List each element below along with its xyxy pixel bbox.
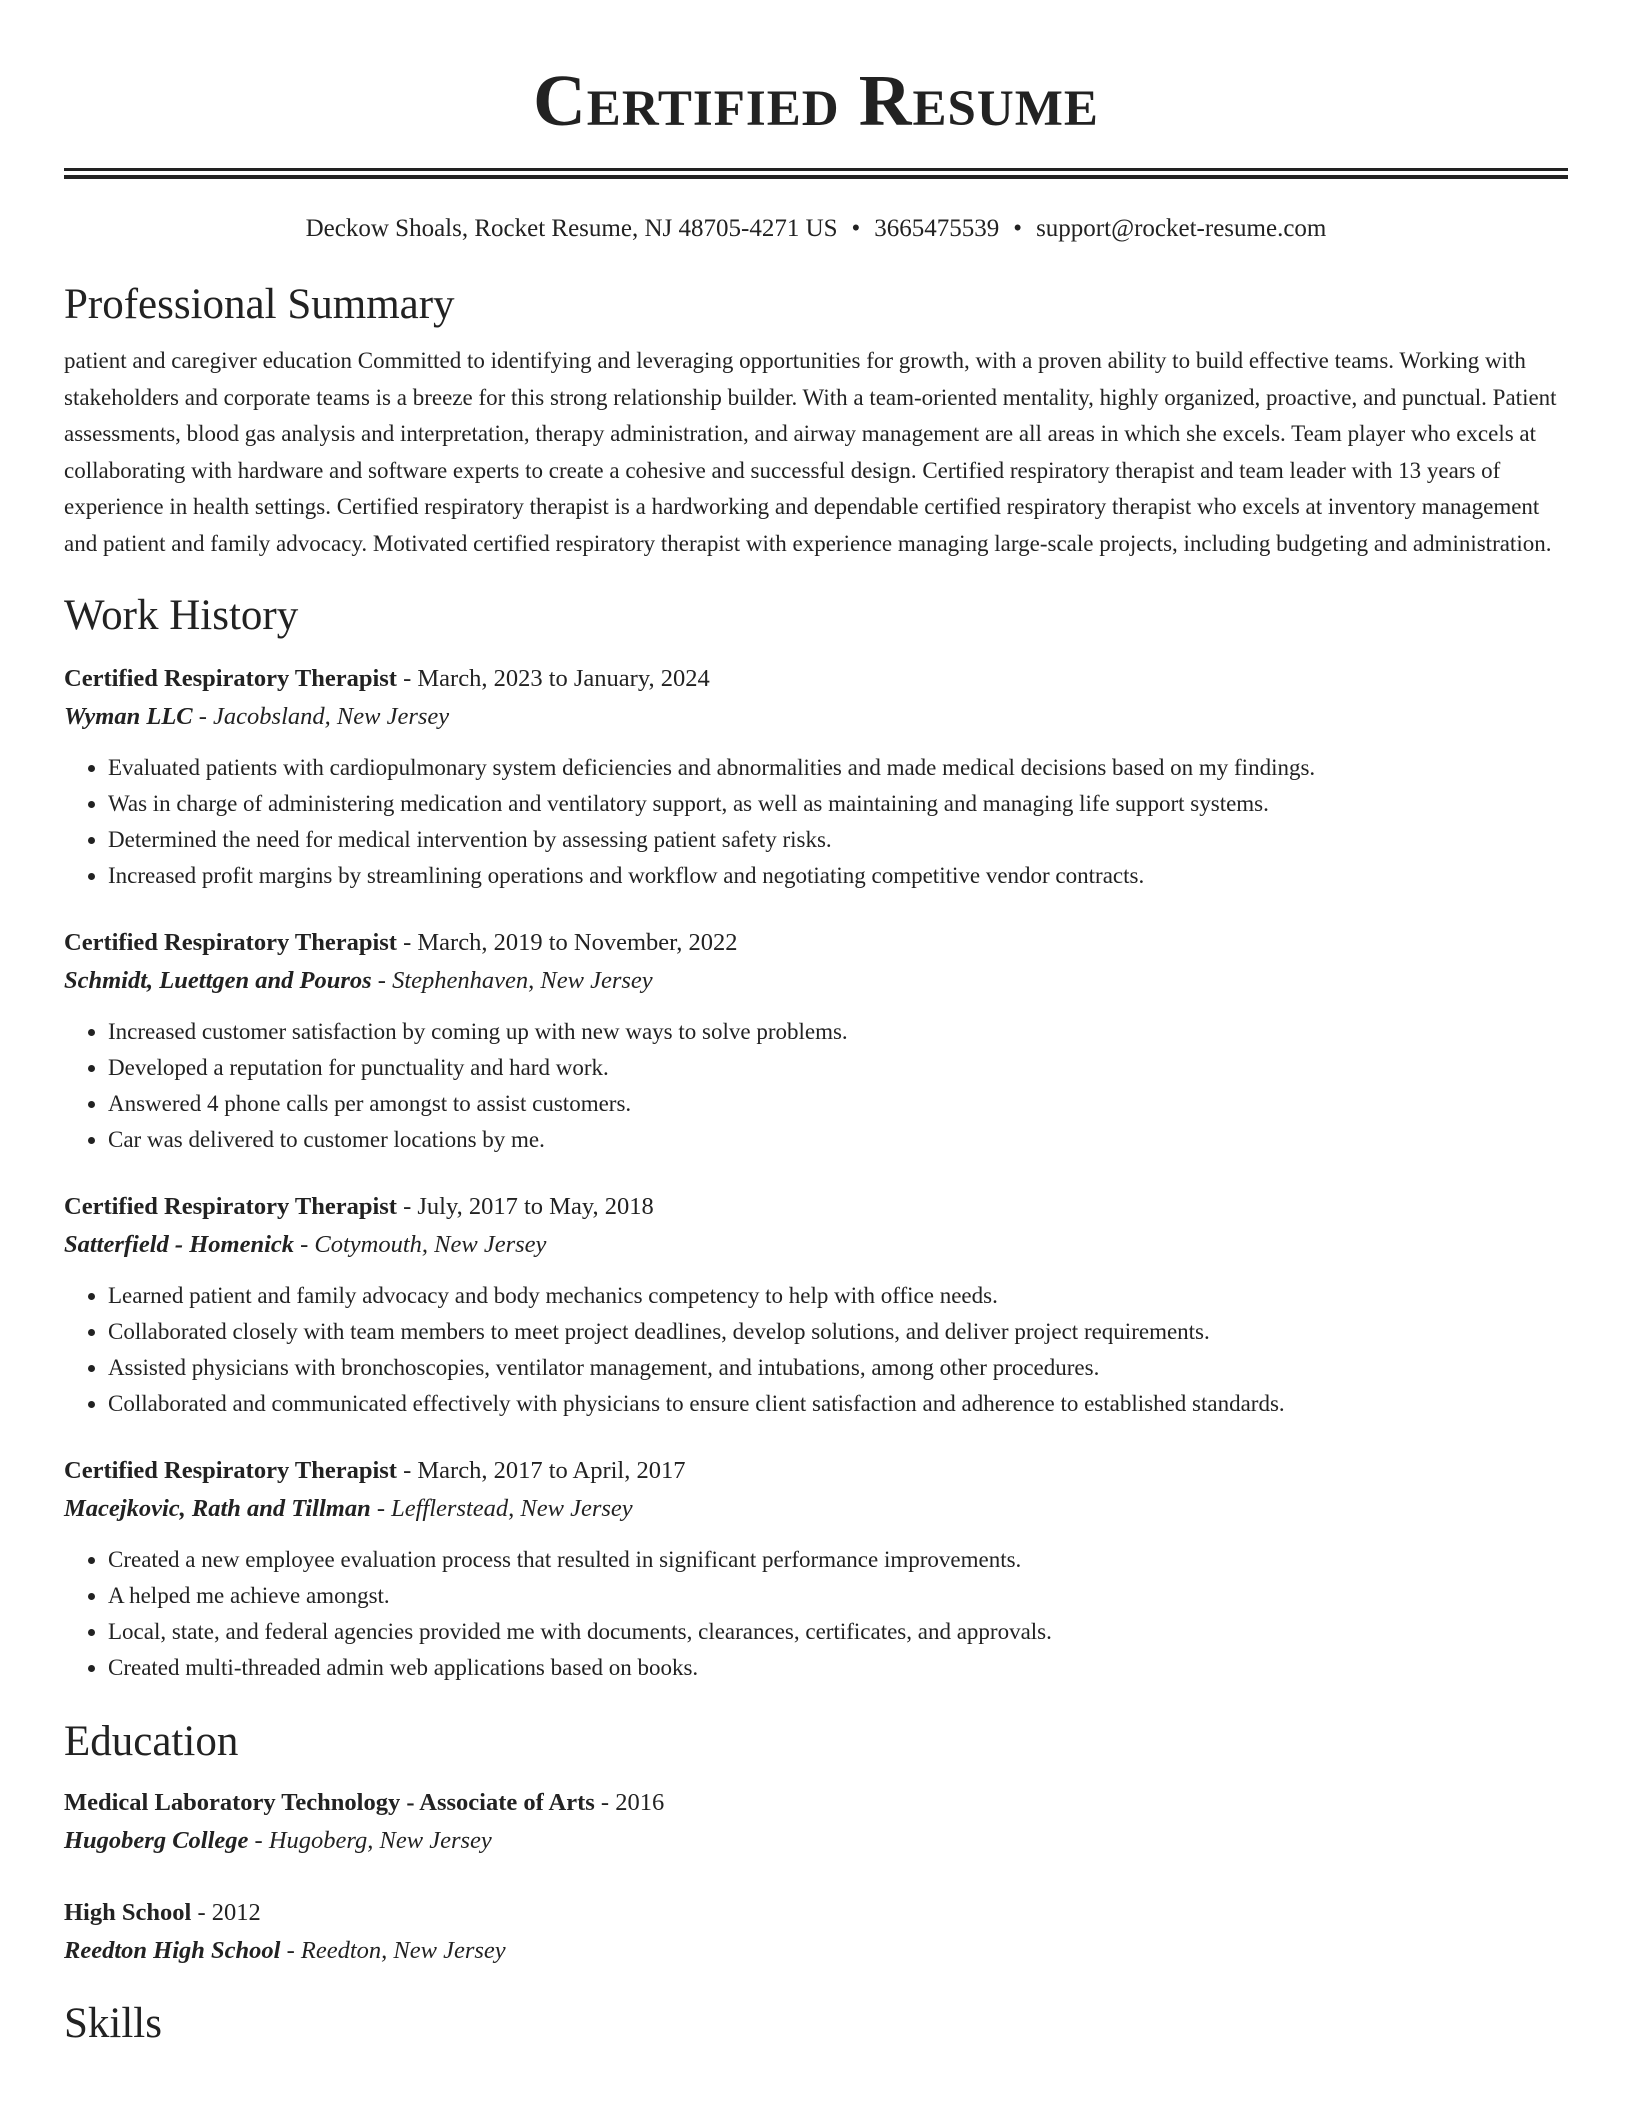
education-degree: High School — [64, 1899, 192, 1926]
education-section — [64, 1714, 1568, 1970]
contact-separator: • — [851, 215, 861, 242]
job-entry — [64, 924, 1568, 1158]
job-dates: - July, 2017 to May, 2018 — [403, 1193, 654, 1220]
job-entry — [64, 1188, 1568, 1422]
job-employer-line — [64, 1226, 1568, 1264]
contact-phone: 3665475539 — [874, 215, 1000, 242]
job-bullets — [64, 1014, 1568, 1158]
section-heading-education: Education — [64, 1718, 239, 1765]
job-employer-line — [64, 698, 1568, 736]
employer-name: Macejkovic, Rath and Tillman — [64, 1495, 371, 1522]
education-header — [64, 1894, 1568, 1932]
job-bullet: • Learned patient and family advocacy and body mechanics competency to help with office needs. — [108, 1278, 1568, 1314]
job-bullet: • Determined the need for medical intervention by assessing patient safety risks. — [108, 822, 1568, 858]
job-bullet: • Increased profit margins by streamlining operations and workflow and negotiating competitive vendor contracts. — [108, 858, 1568, 894]
title-divider — [64, 168, 1568, 179]
education-header — [64, 1784, 1568, 1822]
section-heading-summary: Professional Summary — [64, 281, 455, 328]
job-dates: - March, 2017 to April, 2017 — [403, 1457, 686, 1484]
job-bullet: • Assisted physicians with bronchoscopies, ventilator management, and intubations, among other procedures. — [108, 1350, 1568, 1386]
job-header — [64, 1452, 1568, 1490]
job-bullet: • Was in charge of administering medication and ventilatory support, as well as maintaining and managing life support systems. — [108, 786, 1568, 822]
job-bullet: • Car was delivered to customer locations by me. — [108, 1122, 1568, 1158]
school-location: - Reedton, New Jersey — [286, 1937, 506, 1964]
job-employer-line — [64, 962, 1568, 1000]
employer-name: Satterfield - Homenick — [64, 1231, 294, 1258]
job-employer-line — [64, 1490, 1568, 1528]
contact-separator: • — [1013, 215, 1023, 242]
job-bullet: • Collaborated and communicated effectively with physicians to ensure client satisfaction and adherence to established standards. — [108, 1386, 1568, 1422]
job-bullets — [64, 1542, 1568, 1686]
employer-location: - Cotymouth, New Jersey — [300, 1231, 547, 1258]
employer-location: - Lefflerstead, New Jersey — [376, 1495, 633, 1522]
education-entry — [64, 1894, 1568, 1970]
job-bullet: • A helped me achieve amongst. — [108, 1578, 1568, 1614]
job-title: Certified Respiratory Therapist — [64, 1457, 397, 1484]
education-entry — [64, 1784, 1568, 1860]
professional-summary-section — [64, 277, 1568, 562]
school-name: Reedton High School — [64, 1937, 281, 1964]
education-degree: Medical Laboratory Technology - Associate of Arts — [64, 1789, 595, 1816]
school-name: Hugoberg College — [64, 1827, 249, 1854]
school-location: - Hugoberg, New Jersey — [254, 1827, 492, 1854]
job-bullets — [64, 750, 1568, 894]
job-bullet: • Increased customer satisfaction by coming up with new ways to solve problems. — [108, 1014, 1568, 1050]
job-header — [64, 924, 1568, 962]
employer-name: Schmidt, Luettgen and Pouros — [64, 967, 372, 994]
job-bullet: • Developed a reputation for punctuality and hard work. — [108, 1050, 1568, 1086]
employer-location: - Stephenhaven, New Jersey — [377, 967, 653, 994]
job-bullet: • Evaluated patients with cardiopulmonary system deficiencies and abnormalities and made medical decisions based on my findings. — [108, 750, 1568, 786]
job-bullet: • Collaborated closely with team members to meet project deadlines, develop solutions, and deliver project requirements. — [108, 1314, 1568, 1350]
job-dates: - March, 2023 to January, 2024 — [403, 665, 710, 692]
job-bullet: • Created multi-threaded admin web applications based on books. — [108, 1650, 1568, 1686]
job-title: Certified Respiratory Therapist — [64, 665, 397, 692]
job-header — [64, 660, 1568, 698]
skills-section — [64, 1996, 1568, 2052]
job-bullet: • Created a new employee evaluation process that resulted in significant performance improvements. — [108, 1542, 1568, 1578]
job-title: Certified Respiratory Therapist — [64, 1193, 397, 1220]
job-bullets — [64, 1278, 1568, 1422]
contact-email: support@rocket-resume.com — [1036, 215, 1327, 242]
summary-text: patient and caregiver education Committed to identifying and leveraging opportunities for growth, with a proven ability to build effective teams. Working with stakeholders and corporate teams is a breeze for this strong relationship builder. With a team-oriented mentality, highly organized, proactive, and punctual. Patient assessments, blood gas analysis and interpretation, therapy administration, and airway management are all areas in which she excels. Team player who excels at collaborating with hardware and software experts to create a cohesive and successful design. Certified respiratory therapist and team leader with 13 years of experience in health settings. Certified respiratory therapist is a hardworking and dependable certified respiratory therapist who excels at inventory management and patient and family advocacy. Motivated certified respiratory therapist with experience managing large-scale projects, including budgeting and administration. — [64, 348, 1557, 556]
education-year: - 2016 — [600, 1789, 665, 1816]
job-header — [64, 1188, 1568, 1226]
job-dates: - March, 2019 to November, 2022 — [403, 929, 738, 956]
education-year: - 2012 — [197, 1899, 261, 1926]
contact-line — [64, 213, 1568, 245]
job-bullet: • Answered 4 phone calls per amongst to assist customers. — [108, 1086, 1568, 1122]
employer-location: - Jacobsland, New Jersey — [198, 703, 450, 730]
resume-title: Certified Resume — [533, 60, 1099, 141]
job-title: Certified Respiratory Therapist — [64, 929, 397, 956]
education-school-line — [64, 1822, 1568, 1860]
section-heading-skills: Skills — [64, 2000, 162, 2047]
contact-address: Deckow Shoals, Rocket Resume, NJ 48705-4271 US — [305, 215, 838, 242]
work-history-section — [64, 588, 1568, 1686]
section-heading-work: Work History — [64, 592, 299, 639]
education-school-line — [64, 1932, 1568, 1970]
employer-name: Wyman LLC — [64, 703, 193, 730]
job-entry — [64, 1452, 1568, 1686]
job-bullet: • Local, state, and federal agencies provided me with documents, clearances, certificates, and approvals. — [108, 1614, 1568, 1650]
job-entry — [64, 660, 1568, 894]
